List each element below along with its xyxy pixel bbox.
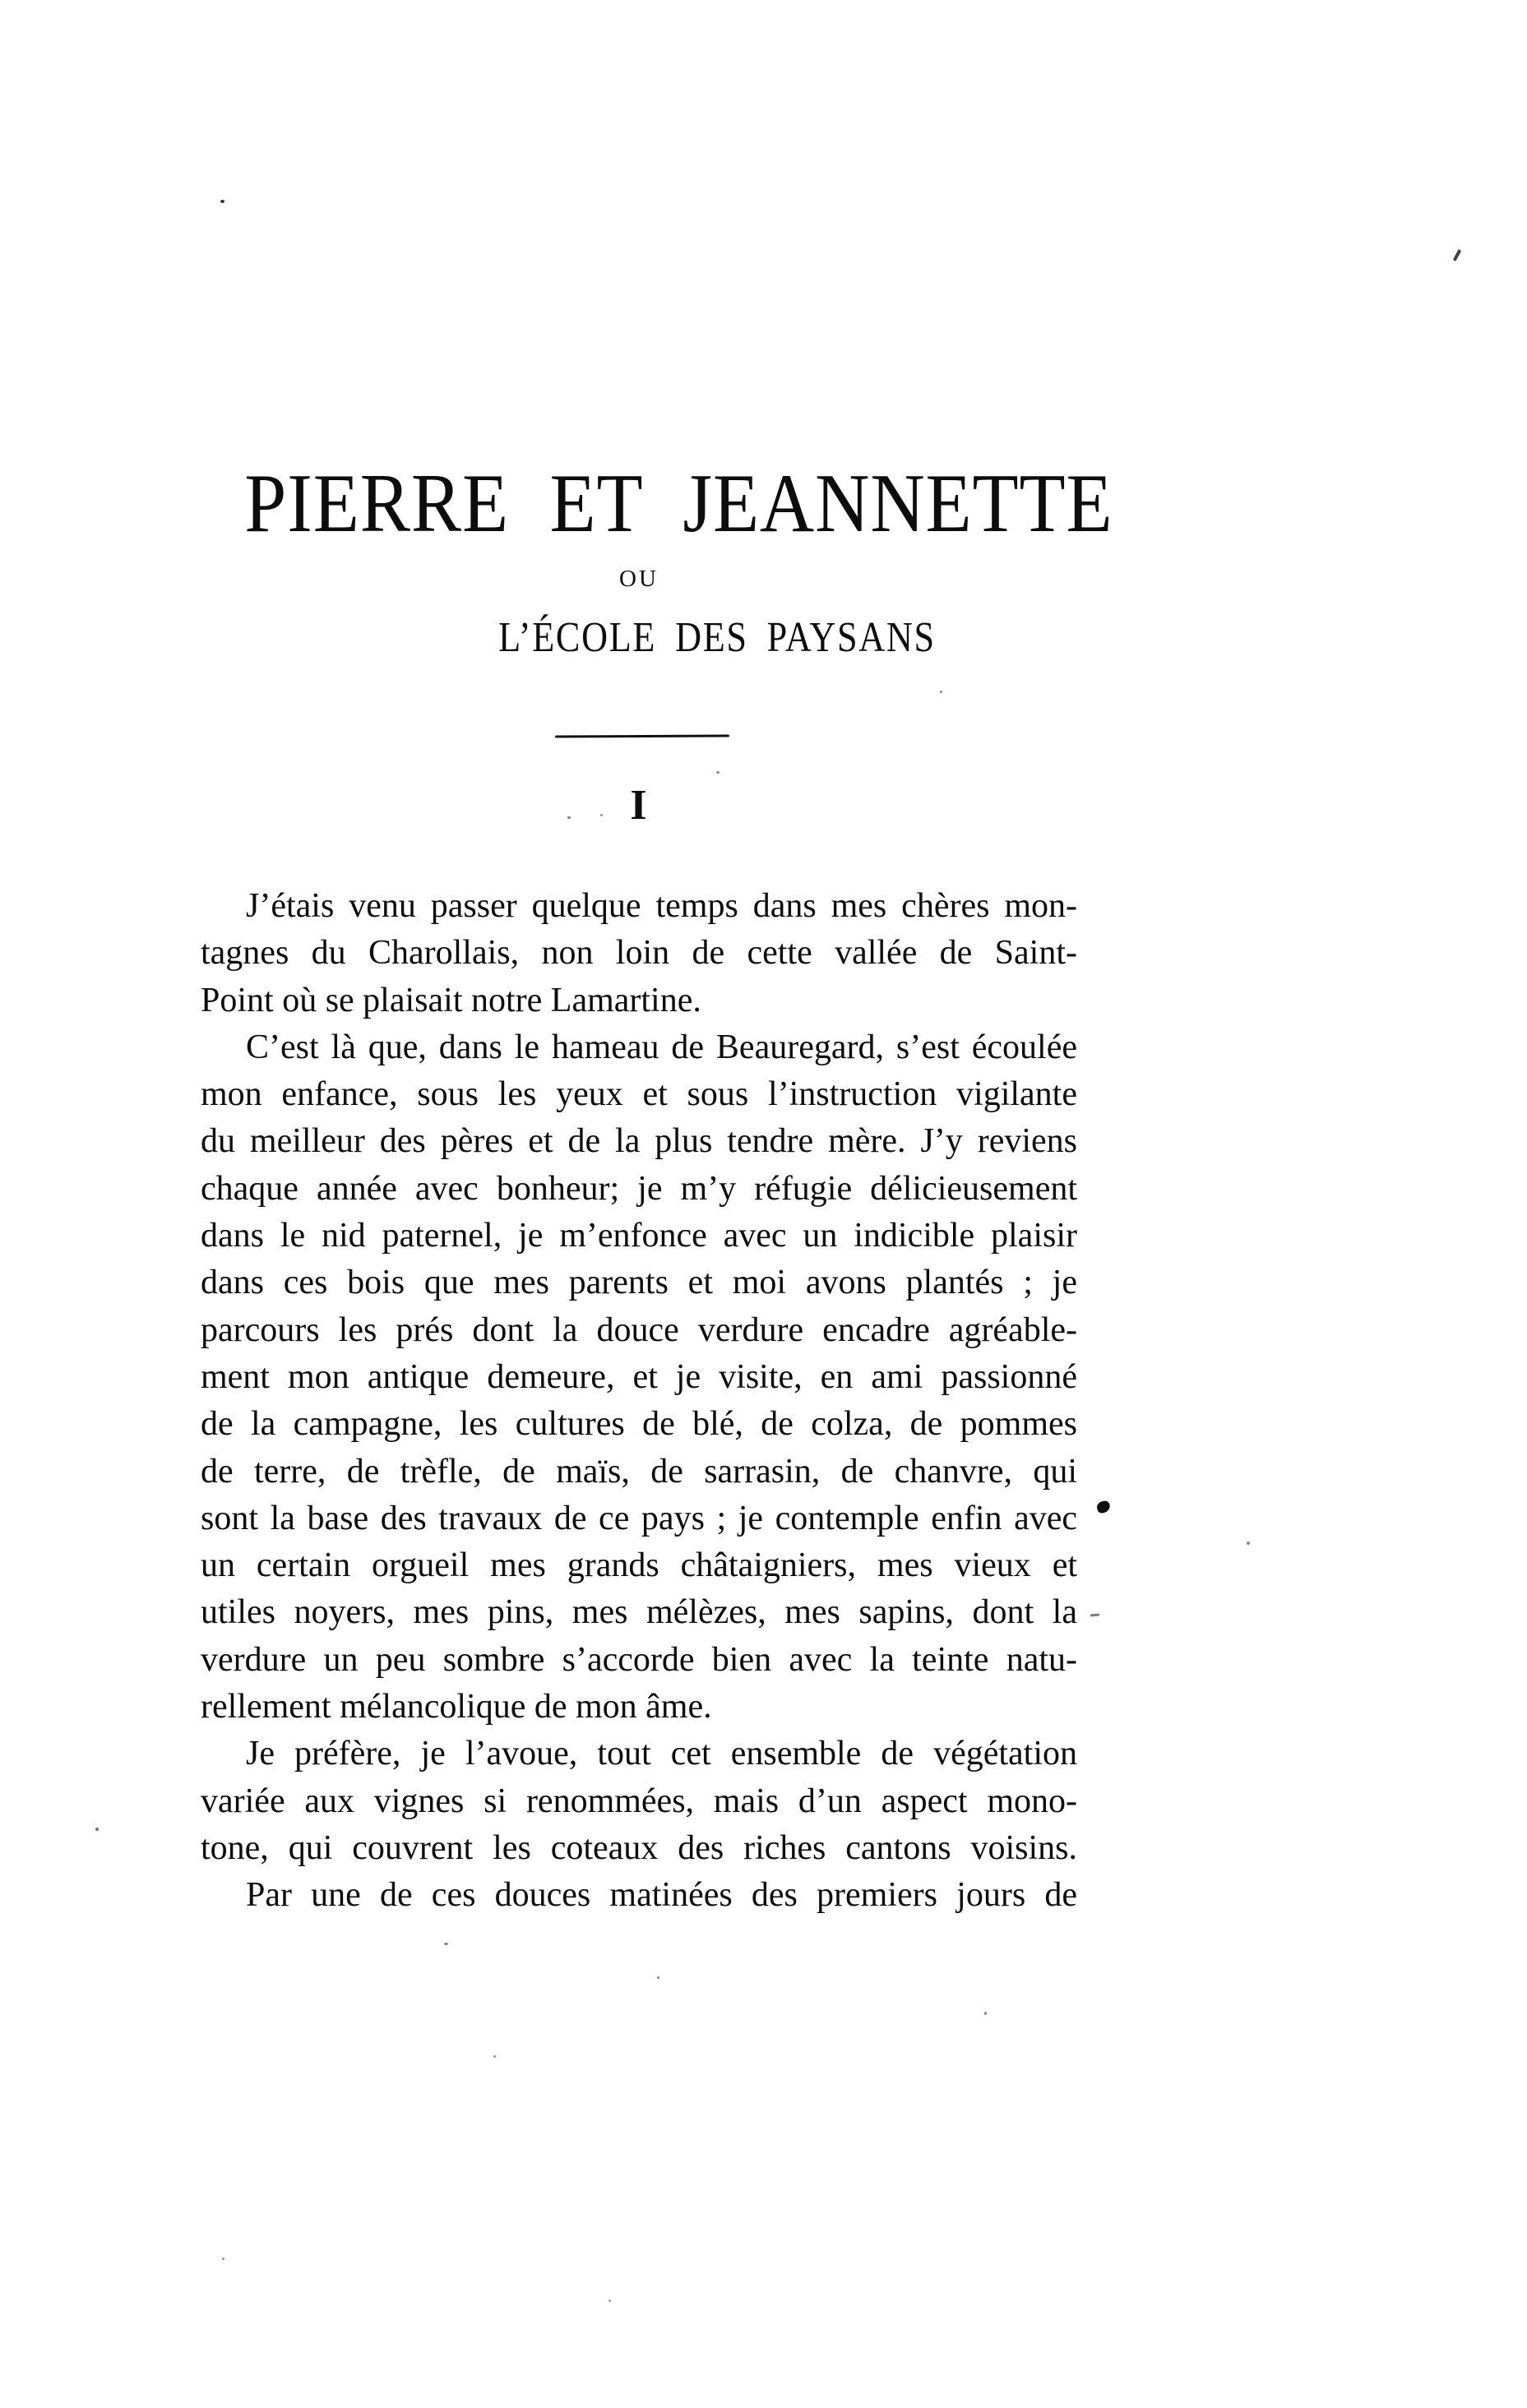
text-line: rellement mélancolique de mon âme. bbox=[201, 1688, 712, 1726]
text-line: Point où se plaisait notre Lamartine. bbox=[201, 981, 701, 1019]
ink-dot bbox=[1247, 1541, 1250, 1545]
ink-dot bbox=[222, 2258, 224, 2260]
ink-blot bbox=[1095, 1500, 1111, 1514]
text-line: de terre, de trèfle, de maïs, de sarrasin, de chanvre, qui bbox=[201, 1452, 1077, 1491]
ink-dot bbox=[984, 2012, 987, 2015]
ink-dot bbox=[657, 1976, 659, 1979]
ink-dot bbox=[444, 1943, 448, 1945]
ink-dot bbox=[716, 771, 720, 774]
ink-dot bbox=[95, 1828, 99, 1831]
text-line: C’est là que, dans le hameau de Beauregard, s’est écoulée bbox=[246, 1028, 1077, 1066]
text-line: un certain orgueil mes grands châtaigniers, mes vieux et bbox=[201, 1546, 1077, 1585]
ornamental-rule bbox=[555, 735, 729, 738]
text-line: tone, qui couvrent les coteaux des riches cantons voisins. bbox=[201, 1828, 1077, 1867]
text-line: J’étais venu passer quelque temps dans mes chères mon- bbox=[246, 887, 1077, 925]
ink-dot bbox=[608, 2299, 611, 2302]
text-line: Je préfère, je l’avoue, tout cet ensemble de végétation bbox=[246, 1735, 1077, 1773]
ink-dot bbox=[493, 2055, 496, 2058]
book-subtitle: L’ÉCOLE DES PAYSANS bbox=[498, 614, 936, 661]
text-line: sont la base des travaux de ce pays ; je contemple enfin avec bbox=[201, 1499, 1077, 1537]
text-line: Par une de ces douces matinées des premiers jours de bbox=[246, 1876, 1077, 1915]
text-line: mon enfance, sous les yeux et sous l’instruction vigilante bbox=[201, 1075, 1077, 1114]
ink-dot bbox=[940, 691, 942, 693]
chapter-numeral: I bbox=[630, 782, 648, 829]
title-connector: OU bbox=[619, 566, 659, 592]
book-title: PIERRE ET JEANNETTE bbox=[244, 457, 1113, 550]
text-line: parcours les prés dont la douce verdure encadre agréable- bbox=[201, 1310, 1077, 1349]
text-line: tagnes du Charollais, non loin de cette vallée de Saint- bbox=[201, 934, 1077, 973]
text-line: variée aux vignes si renommées, mais d’un aspect mono- bbox=[201, 1782, 1077, 1820]
text-line: verdure un peu sombre s’accorde bien avec la teinte natu- bbox=[201, 1640, 1077, 1679]
ink-dot bbox=[567, 816, 571, 819]
ink-dot bbox=[600, 814, 603, 816]
text-line: de la campagne, les cultures de blé, de colza, de pommes bbox=[201, 1405, 1077, 1444]
text-line: ment mon antique demeure, et je visite, en ami passionné bbox=[201, 1357, 1077, 1396]
ink-dot bbox=[220, 200, 224, 203]
text-line: du meilleur des pères et de la plus tendre mère. J’y reviens bbox=[201, 1122, 1077, 1161]
ink-scratch bbox=[1453, 249, 1462, 261]
text-line: dans le nid paternel, je m’enfonce avec un indicible plaisir bbox=[201, 1217, 1077, 1255]
text-line: utiles noyers, mes pins, mes mélèzes, mes sapins, dont la bbox=[201, 1593, 1077, 1632]
ink-dash bbox=[1090, 1614, 1099, 1617]
body-text-block bbox=[201, 883, 1077, 1920]
text-line: chaque année avec bonheur; je m’y réfugie délicieusement bbox=[201, 1169, 1077, 1208]
text-line: dans ces bois que mes parents et moi avons plantés ; je bbox=[201, 1264, 1077, 1302]
